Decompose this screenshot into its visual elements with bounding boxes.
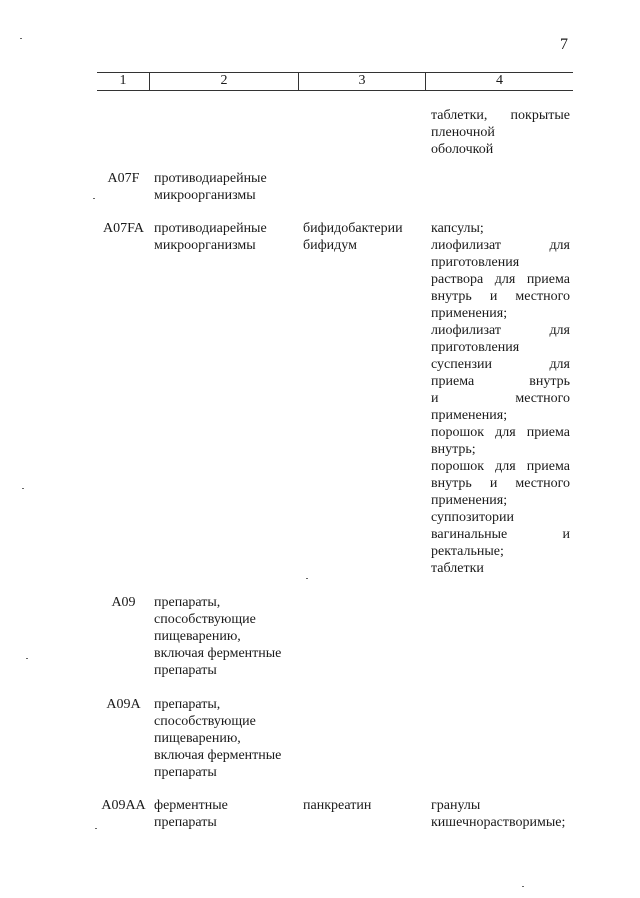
dosage-form-word: приготовления bbox=[431, 255, 520, 270]
dosage-form-word: покрытые bbox=[510, 108, 570, 123]
dosage-form-line bbox=[431, 407, 570, 424]
dosage-forms bbox=[431, 107, 570, 158]
group-line: микроорганизмы bbox=[154, 188, 256, 203]
scan-speck bbox=[22, 488, 24, 489]
dosage-form-word: для bbox=[495, 425, 516, 440]
dosage-form-word: и bbox=[431, 391, 439, 406]
atc-code: A09AA bbox=[101, 798, 146, 813]
dosage-form-word: для bbox=[495, 459, 516, 474]
scan-speck bbox=[93, 198, 95, 199]
header-col-4: 4 bbox=[496, 73, 503, 88]
dosage-form-word: приема bbox=[431, 374, 475, 389]
dosage-forms bbox=[431, 797, 570, 831]
medicinal-substance bbox=[303, 220, 423, 254]
anatomical-therapeutic-group bbox=[154, 797, 299, 831]
atc-code: A07F bbox=[107, 171, 140, 186]
dosage-form-word: для bbox=[494, 272, 516, 287]
dosage-form-word: для bbox=[549, 323, 570, 338]
group-line: способствующие bbox=[154, 612, 256, 627]
dosage-form-word: порошок bbox=[431, 459, 485, 474]
anatomical-therapeutic-group bbox=[154, 696, 299, 781]
substance-line: бифидум bbox=[303, 238, 357, 253]
header-col-3: 3 bbox=[358, 73, 366, 88]
group-line: противодиарейные bbox=[154, 221, 267, 236]
dosage-form-word: местного bbox=[515, 289, 570, 304]
group-line: способствующие bbox=[154, 714, 256, 729]
dosage-form-word: внутрь; bbox=[431, 442, 476, 457]
dosage-form-word: и bbox=[489, 289, 498, 304]
group-line: препараты bbox=[154, 663, 217, 678]
dosage-form-line bbox=[431, 560, 570, 577]
dosage-form-word: приема bbox=[526, 459, 570, 474]
dosage-form-word: суспензии bbox=[431, 357, 492, 372]
dosage-form-word: гранулы bbox=[431, 798, 481, 813]
atc-code: A07FA bbox=[103, 221, 144, 236]
dosage-form-word: местного bbox=[515, 391, 570, 406]
dosage-forms bbox=[431, 220, 570, 577]
dosage-form-word: пленочной bbox=[431, 125, 495, 140]
group-line: препараты bbox=[154, 765, 217, 780]
dosage-form-word: лиофилизат bbox=[431, 323, 502, 338]
scan-speck bbox=[306, 578, 308, 579]
group-line: ферментные bbox=[154, 798, 228, 813]
dosage-form-word: и bbox=[489, 476, 498, 491]
dosage-form-line bbox=[431, 322, 570, 339]
dosage-form-line bbox=[431, 220, 570, 237]
group-line: пищеварению, bbox=[154, 629, 241, 644]
dosage-form-word: капсулы; bbox=[431, 221, 484, 236]
atc-code: A09A bbox=[106, 697, 141, 712]
anatomical-therapeutic-group bbox=[154, 170, 299, 204]
dosage-form-line bbox=[431, 475, 570, 492]
dosage-form-word: внутрь bbox=[431, 289, 472, 304]
dosage-form-line bbox=[431, 339, 570, 356]
group-line: включая ферментные bbox=[154, 748, 282, 763]
dosage-form-word: кишечнорастворимые; bbox=[431, 815, 566, 830]
dosage-form-word: приготовления bbox=[431, 340, 520, 355]
table-header-bottom-border bbox=[97, 90, 573, 91]
scan-speck bbox=[95, 828, 97, 829]
dosage-form-line bbox=[431, 441, 570, 458]
dosage-form-line bbox=[431, 124, 570, 141]
dosage-form-line bbox=[431, 458, 570, 475]
dosage-form-line bbox=[431, 797, 570, 814]
dosage-form-line bbox=[431, 390, 570, 407]
dosage-form-line bbox=[431, 356, 570, 373]
header-col-1: 1 bbox=[119, 73, 127, 88]
group-line: препараты, bbox=[154, 697, 221, 712]
anatomical-therapeutic-group bbox=[154, 594, 299, 679]
dosage-form-word: суппозитории bbox=[431, 510, 514, 525]
dosage-form-line bbox=[431, 305, 570, 322]
dosage-form-word: оболочкой bbox=[431, 142, 494, 157]
dosage-form-word: для bbox=[549, 357, 570, 372]
scan-speck bbox=[26, 658, 28, 659]
dosage-form-word: вагинальные bbox=[431, 527, 508, 542]
dosage-form-line bbox=[431, 814, 570, 831]
dosage-form-word: внутрь bbox=[529, 374, 570, 389]
dosage-form-line bbox=[431, 237, 570, 254]
header-col-2: 2 bbox=[220, 73, 228, 88]
dosage-form-line bbox=[431, 254, 570, 271]
dosage-form-word: приема bbox=[526, 425, 570, 440]
group-line: пищеварению, bbox=[154, 731, 241, 746]
group-line: препараты bbox=[154, 815, 217, 830]
page-number: 7 bbox=[560, 36, 568, 53]
dosage-form-word: порошок bbox=[431, 425, 485, 440]
dosage-form-word: применения; bbox=[431, 306, 508, 321]
dosage-form-word: ректальные; bbox=[431, 544, 504, 559]
dosage-form-word: применения; bbox=[431, 408, 508, 423]
dosage-form-line bbox=[431, 271, 570, 288]
dosage-form-word: приема bbox=[526, 272, 570, 287]
dosage-form-line bbox=[431, 141, 570, 158]
dosage-form-word: таблетки, bbox=[431, 108, 488, 123]
anatomical-therapeutic-group bbox=[154, 220, 299, 254]
dosage-form-line bbox=[431, 492, 570, 509]
dosage-form-word: применения; bbox=[431, 493, 508, 508]
dosage-form-line bbox=[431, 373, 570, 390]
dosage-form-line bbox=[431, 509, 570, 526]
medicinal-substance bbox=[303, 797, 423, 814]
dosage-form-line bbox=[431, 107, 570, 124]
group-line: микроорганизмы bbox=[154, 238, 256, 253]
dosage-form-word: таблетки bbox=[431, 561, 484, 576]
dosage-form-line bbox=[431, 288, 570, 305]
atc-code: A09 bbox=[111, 595, 136, 610]
group-line: противодиарейные bbox=[154, 171, 267, 186]
dosage-form-word: для bbox=[549, 238, 570, 253]
substance-line: бифидобактерии bbox=[303, 221, 403, 236]
dosage-form-word: местного bbox=[515, 476, 570, 491]
group-line: включая ферментные bbox=[154, 646, 282, 661]
dosage-form-line bbox=[431, 543, 570, 560]
dosage-form-line bbox=[431, 526, 570, 543]
scan-speck bbox=[20, 38, 22, 39]
dosage-form-line bbox=[431, 424, 570, 441]
substance-line: панкреатин bbox=[303, 798, 372, 813]
dosage-form-word: раствора bbox=[431, 272, 484, 287]
scan-speck bbox=[522, 886, 524, 887]
group-line: препараты, bbox=[154, 595, 221, 610]
dosage-form-word: лиофилизат bbox=[431, 238, 502, 253]
dosage-form-word: внутрь bbox=[431, 476, 472, 491]
dosage-form-word: и bbox=[562, 527, 570, 542]
